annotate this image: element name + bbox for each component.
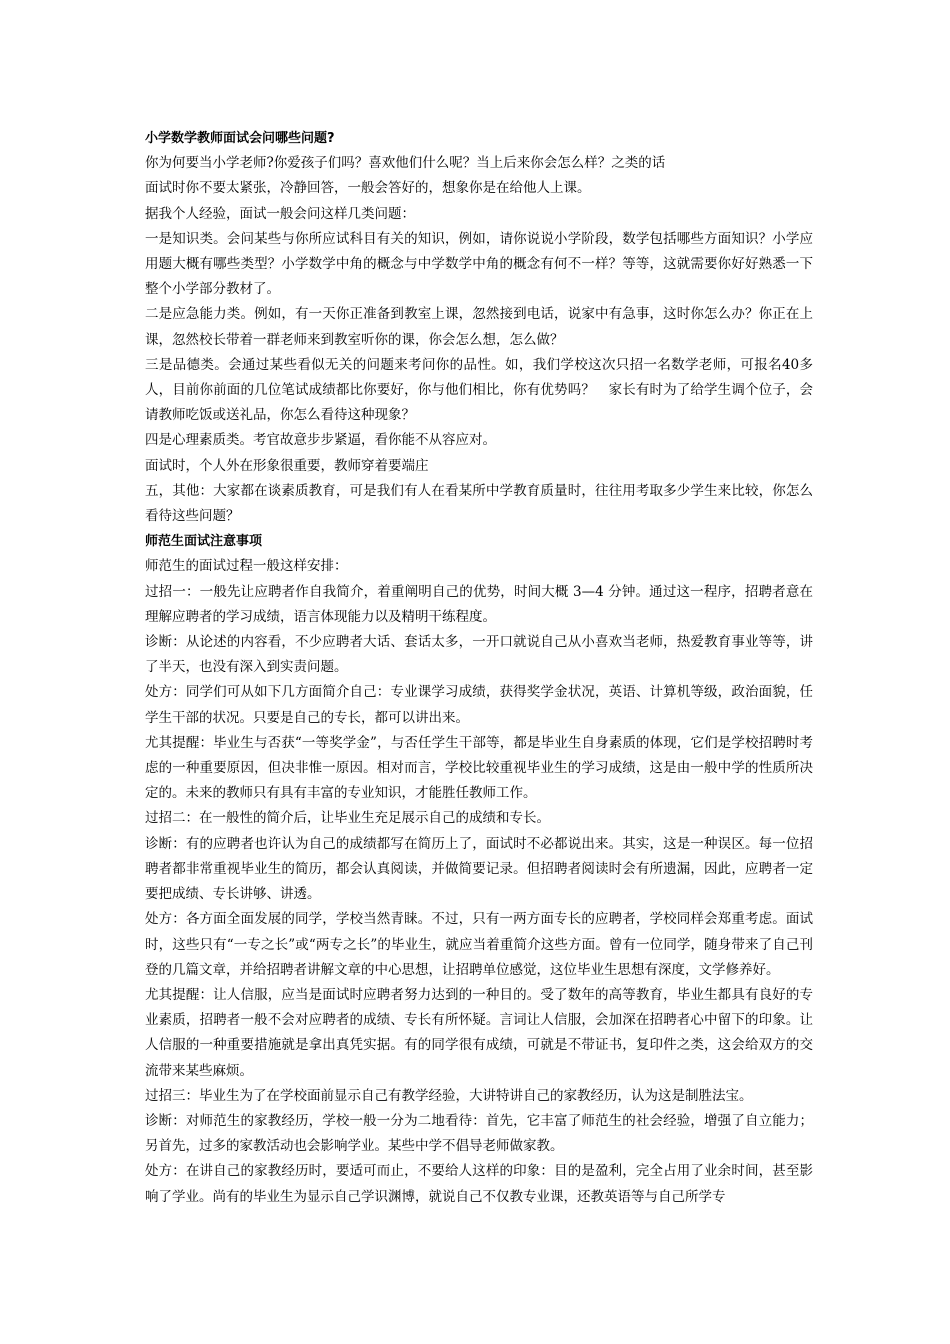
paragraph: 四是心理素质类。考官故意步步紧逼，看你能不从容应对。: [145, 432, 496, 449]
paragraph: 你为何要当小学老师?你爱孩子们吗？喜欢他们什么呢？当上后来你会怎么样？之类的话: [145, 155, 666, 172]
paragraph: 过招三：毕业生为了在学校面前显示自己有教学经验，大讲特讲自己的家教经历，认为这是制胜法宝。: [145, 1087, 753, 1104]
paragraph: 诊断：从论述的内容看，不少应聘者大话、套话太多，一开口就说自己从小喜欢当老师，热爱教育事业等等，讲了半天，也没有深入到实责问题。: [145, 634, 813, 676]
paragraph: 诊断：有的应聘者也许认为自己的成绩都写在简历上了，面试时不必都说出来。其实，这是一种误区。每一位招聘者都非常重视毕业生的简历，都会认真阅读，并做简要记录。但招聘者阅读时会有所遗漏，因此，应聘者一定要把成绩、专长讲够、讲透。: [145, 835, 813, 903]
section1-title: 小学数学教师面试会问哪些问题?: [145, 131, 335, 146]
paragraph: 面试时你不要太紧张，冷静回答，一般会答好的，想象你是在给他人上课。: [145, 180, 591, 197]
paragraph: 过招一：一般先让应聘者作自我简介，着重阐明自己的优势，时间大概 3—4 分钟。通过这一程序，招聘者意在理解应聘者的学习成绩，语言体现能力以及精明干练程度。: [145, 583, 813, 625]
paragraph: 师范生的面试过程一般这样安排：: [145, 558, 348, 575]
paragraph: 处方：同学们可从如下几方面简介自己：专业课学习成绩，获得奖学金状况，英语、计算机等级，政治面貌，任学生干部的状况。只要是自己的专长，都可以讲出来。: [145, 684, 813, 726]
document-page: [145, 126, 813, 1210]
paragraph: 据我个人经验，面试一般会问这样几类问题：: [145, 205, 415, 222]
section2-title: 师范生面试注意事项: [145, 534, 263, 550]
paragraph: 尤其提醒：让人信服，应当是面试时应聘者努力达到的一种目的。受了数年的高等教育，毕业生都具有良好的专业素质，招聘者一般不会对应聘者的成绩、专长有所怀疑。言词让人信服，会加深在招聘者心中留下的印象。让人信服的一种重要措施就是拿出真凭实据。有的同学很有成绩，可就是不带证书，复印件之类，这会给双方的交流带来某些麻烦。: [145, 986, 813, 1079]
paragraph: 五，其他：大家都在谈素质教育，可是我们有人在看某所中学教育质量时，往往用考取多少学生来比较，你怎么看待这些问题？: [145, 482, 813, 525]
paragraph: 尤其提醒：毕业生与否获“一等奖学金”，与否任学生干部等，都是毕业生自身素质的体现，它们是学校招聘时考虑的一种重要原因，但决非惟一原因。相对而言，学校比较重视毕业生的学习成绩，这是由一般中学的性质所决定的。未来的教师只有具有丰富的专业知识，才能胜任教师工作。: [145, 734, 813, 802]
paragraph: 二是应急能力类。例如，有一天你正准备到教室上课，忽然接到电话，说家中有急事，这时你怎么办？你正在上课，忽然校长带着一群老师来到教室听你的课，你会怎么想，怎么做？: [145, 306, 813, 348]
paragraph: 面试时，个人外在形象很重要，教师穿着要端庄: [145, 457, 429, 474]
paragraph: 一是知识类。会问某些与你所应试科目有关的知识，例如，请你说说小学阶段，数学包括哪些方面知识？小学应用题大概有哪些类型？小学数学中角的概念与中学数学中角的概念有何不一样？等等，这就需要你好好熟悉一下整个小学部分教材了。: [145, 230, 813, 298]
paragraph: 处方：各方面全面发展的同学，学校当然青睐。不过，只有一两方面专长的应聘者，学校同样会郑重考虑。面试时，这些只有“一专之长”或“两专之长”的毕业生，就应当着重简介这些方面。曾有一位同学，随身带来了自己刊登的几篇文章，并给招聘者讲解文章的中心思想，让招聘单位感觉，这位毕业生思想有深度，文学修养好。: [145, 911, 813, 978]
paragraph: 处方：在讲自己的家教经历时，要适可而止，不要给人这样的印象：目的是盈利，完全占用了业余时间，甚至影响了学业。尚有的毕业生为显示自己学识渊博，就说自己不仅教专业课，还教英语等与自己所学专: [145, 1163, 813, 1205]
paragraph: 三是品德类。会通过某些看似无关的问题来考问你的品性。如，我们学校这次只招一名数学老师，可报名40多人，目前你前面的几位笔试成绩都比你要好，你与他们相比，你有优势吗？ 家长有时为了给学生调个位子，会请教师吃饭或送礼品，你怎么看待这种现象？: [145, 356, 813, 424]
paragraph: 过招二：在一般性的简介后，让毕业生充足展示自己的成绩和专长。: [145, 810, 550, 827]
paragraph: 诊断：对师范生的家教经历，学校一般一分为二地看待：首先，它丰富了师范生的社会经验，增强了自立能力；另首先，过多的家教活动也会影响学业。某些中学不倡导老师做家教。: [145, 1112, 813, 1155]
